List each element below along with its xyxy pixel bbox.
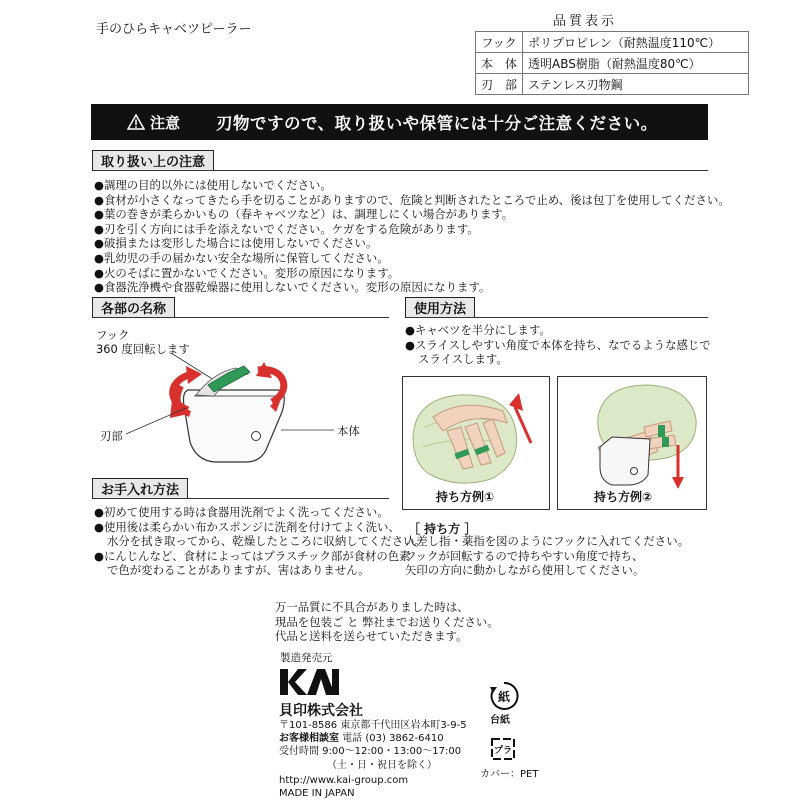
quality-value: ステンレス刃物鋼 — [523, 74, 749, 95]
warning-bar — [91, 104, 708, 140]
grip-caption-1: 持ち方例① — [436, 490, 495, 504]
plastic-recycle-icon — [486, 733, 520, 765]
quality-value: 透明ABS樹脂（耐熱温度80℃） — [523, 53, 749, 74]
body-label: 本体 — [337, 424, 360, 438]
parts-divider — [92, 317, 389, 318]
usage-list — [405, 323, 711, 367]
peeler-diagram — [96, 350, 386, 470]
consult-line — [279, 732, 467, 745]
plastic-label: カバー：PET — [480, 769, 539, 780]
handling-divider — [92, 170, 708, 171]
address: 〒101-8586 東京都千代田区岩本町3-9-5 — [279, 720, 467, 731]
quality-key: 本 体 — [476, 53, 523, 74]
grip-item: 矢印の方向に動かしながら使用してください。 — [405, 563, 645, 578]
website-url: http://www.kai-group.com — [279, 774, 409, 786]
blade-label: 刃部 — [100, 429, 123, 443]
care-item: ●初めて使用する時は食器用洗剤でよく洗ってください。 — [94, 505, 389, 519]
paper-label: 台紙 — [490, 715, 510, 726]
quality-value: ポリプロピレン（耐熱温度110℃） — [523, 32, 749, 53]
quality-row — [476, 53, 749, 74]
maker-info — [279, 719, 467, 800]
list-item: ●葉の巻きが柔らかいもの（春キャベツなど）は、調理しにくい場合があります。 — [94, 207, 514, 222]
usage-item: ●キャベツを半分にします。 — [405, 323, 551, 337]
grip-list — [405, 534, 689, 578]
care-list — [94, 505, 426, 578]
list-item: ●刃を引く方向には手を添えないでください。ケガをする危険があります。 — [94, 221, 479, 236]
paper-recycle-icon — [488, 680, 520, 712]
list-item: ●調理の目的以外には使用しないでください。 — [94, 178, 332, 192]
quality-row — [476, 32, 749, 53]
usage-title: 使用方法 — [405, 297, 475, 318]
defect-line: 万一品質に不具合がありました時は、 — [275, 600, 469, 614]
made-in: MADE IN JAPAN — [279, 788, 355, 800]
warning-label: 注意 — [150, 113, 181, 132]
usage-divider — [405, 317, 708, 318]
list-item: ●乳幼児の手の届かない安全な場所に保管してください。 — [94, 250, 389, 265]
warning-text: 刃物ですので、取り扱いや保管には十分ご注意ください。 — [216, 114, 658, 133]
list-item: ●食材が小さくなってきたら手を切ることがありますので、危険と判断されたところで止め、後は包丁を使用してください。 — [94, 192, 730, 207]
quality-title: 品質表示 — [553, 14, 618, 29]
quality-key: 刃 部 — [476, 74, 523, 95]
handling-title: 取り扱い上の注意 — [92, 150, 214, 171]
phone: 電話 (03) 3862-6410 — [342, 733, 444, 745]
maker-label: 製造発売元 — [280, 652, 333, 664]
list-item: ●食器洗浄機や食器乾燥器に使用しないでください。変形の原因になります。 — [94, 280, 491, 295]
care-item: で色が変わることがありますが、害はありません。 — [107, 563, 370, 578]
care-item: ●にんじんなど、食材によってはプラスチック部が食材の色素 — [94, 548, 411, 563]
plastic-mark: プラ — [493, 746, 513, 756]
holidays: （土・日・祝日を除く） — [327, 759, 437, 771]
parts-title: 各部の名称 — [92, 297, 175, 318]
grip-item: フックが回転するので持ちやすい角度で持ち、 — [405, 548, 644, 563]
quality-table — [475, 31, 749, 95]
care-divider — [92, 498, 389, 499]
paper-mark: 紙 — [497, 690, 511, 704]
care-title: お手入れ方法 — [92, 478, 188, 499]
product-name: 手のひらキャベツピーラー — [96, 22, 252, 37]
quality-row — [476, 74, 749, 95]
defect-notice — [275, 600, 499, 644]
usage-item: ●スライスしやすい角度で本体を持ち、なでるような感じで — [405, 337, 711, 352]
list-item: ●破損または変形した場合には使用しないでください。 — [94, 236, 378, 251]
company-name: 貝印株式会社 — [279, 703, 363, 719]
hook-label: フック — [96, 328, 130, 342]
quality-key: フック — [476, 32, 523, 53]
list-item: ●火のそばに置かないでください。変形の原因になります。 — [94, 265, 400, 280]
warning-triangle-icon — [127, 114, 145, 130]
consult-label: お客様相談室 — [279, 733, 339, 745]
defect-line: 代品と送料を送らせていただきます。 — [275, 629, 468, 644]
grip-caption-2: 持ち方例② — [594, 490, 653, 504]
kai-logo — [280, 667, 340, 697]
defect-line: 現品を包装ご と 弊社までお送りください。 — [275, 614, 499, 629]
hours: 受付時間 9:00～12:00・13:00～17:00 — [279, 746, 462, 758]
handling-list — [94, 178, 730, 295]
grip-item: 人差し指・薬指を図のようにフックに入れてください。 — [405, 534, 689, 548]
care-item: 水分を拭き取ってから、乾燥したところに収納してください。 — [107, 534, 426, 549]
usage-item: スライスします。 — [418, 352, 508, 367]
care-item: ●使用後は柔らかい布かスポンジに洗剤を付けてよく洗い、 — [94, 519, 400, 534]
grip-title: ［ 持ち方 ］ — [408, 522, 477, 536]
rotation-label: 360 度回転します — [96, 342, 190, 356]
